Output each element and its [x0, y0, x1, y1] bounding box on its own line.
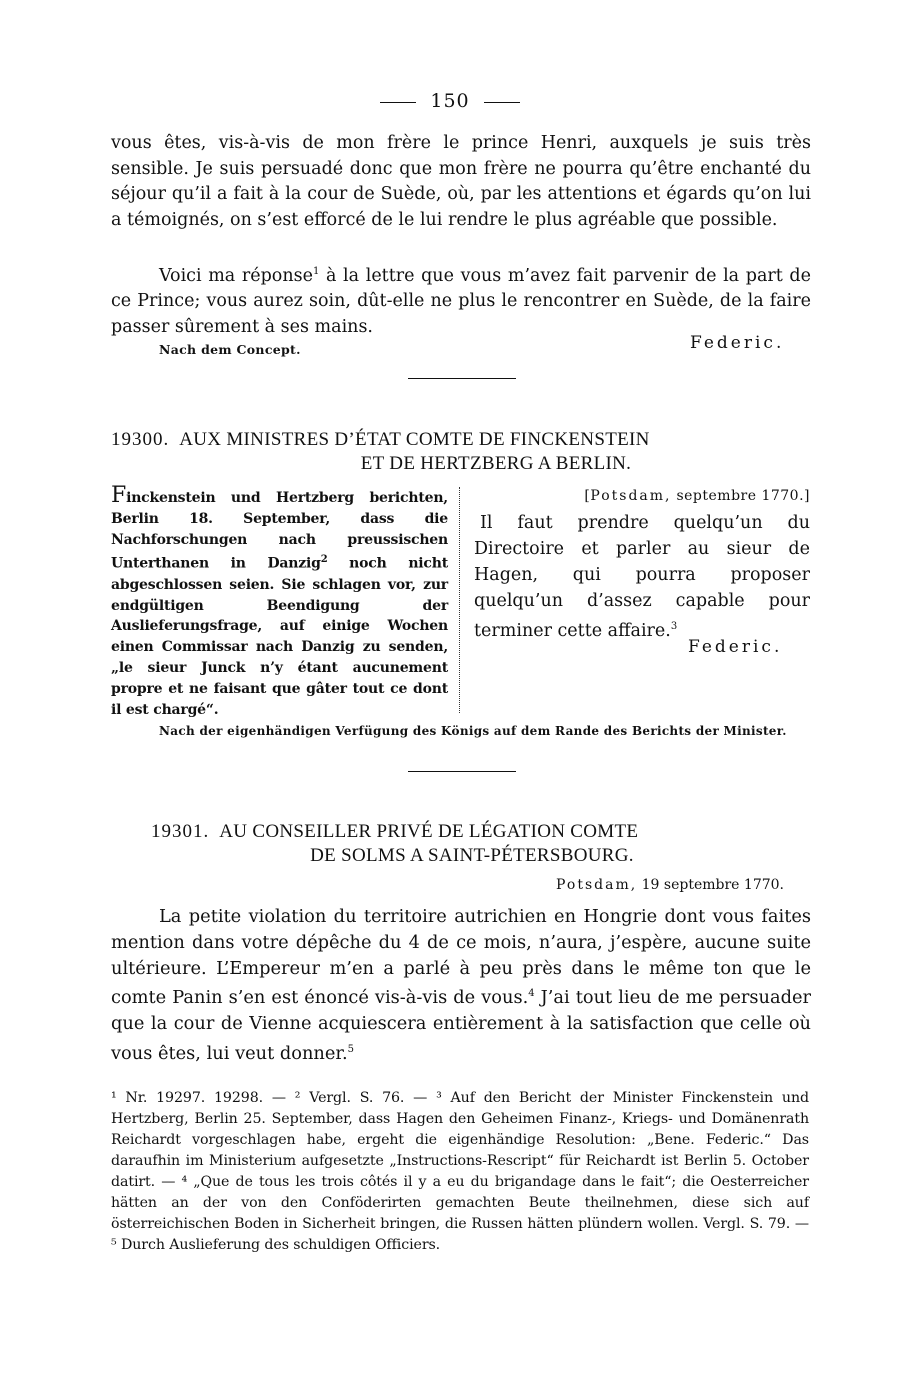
letter-19301-body-b: J’ai tout lieu de me persuader que la cour de Vienne acquiescera entièrement à la satisfaction que celle où vous êtes, lui veut donner. — [111, 987, 811, 1064]
letter-19300-heading — [111, 428, 811, 476]
letter-19301-title-line1 — [111, 820, 811, 844]
section-divider-1 — [408, 378, 516, 379]
letter-19300-drop-initial: F — [111, 483, 127, 508]
letter-19300-summary — [111, 483, 448, 720]
page-number-dash-left — [380, 102, 416, 103]
letter-19301-date: 19 septembre 1770. — [637, 877, 784, 893]
letter-19301-title-line2: DE SOLMS A SAINT-PÉTERSBOURG. — [310, 845, 634, 866]
footnote-ref-3: 3 — [670, 621, 678, 632]
letter-19300-response-body: Il faut prendre quelqu’un du Directoire et parler au sieur de Hagen, qui pourra proposer quelqu’un d’assez capable pour terminer cette affaire. — [474, 513, 810, 641]
footnote-ref-4: 4 — [528, 988, 535, 1000]
letter-19301-heading — [111, 820, 811, 868]
page-number: 150 — [430, 90, 470, 112]
footnote-ref-1: 1 — [312, 266, 320, 277]
footnote-ref-2: 2 — [320, 554, 328, 566]
letter-19301-title-1: AU CONSEILLER PRIVÉ DE LÉGATION COMTE — [219, 821, 639, 842]
footnotes: ¹ Nr. 19297. 19298. — ² Vergl. S. 76. — ³ Auf den Bericht der Minister Finckenstein und Hertzberg, Berlin 25. September, dass Hagen den Geheimen Finanz-, Kriegs- und Domänenrath Reichardt vorgeschlagen habe, ergeht die eigenhändige Resolution: „Bene. Federic.“ Das daraufhin im Ministerium aufgesetzte „Instructions-Rescript“ für Reichardt ist Berlin 5. October datirt. — ⁴ „Que de tous les trois côtés il y a eu du brigandage dans le fait“; die Oesterreicher hätten an der von den Conföderirten gemachten Beute theilnehmen, diese sich auf österreichischen Boden in Sicherheit bringen, die Russen hätten plündern wollen. Vergl. S. 79. — ⁵ Durch Auslieferung des schuldigen Officiers. — [111, 1090, 809, 1253]
letter-19300-dateline — [584, 483, 810, 509]
letter-19300-title-line2: ET DE HERTZBERG A BERLIN. — [360, 453, 632, 474]
intro-paragraph-2 — [111, 259, 811, 341]
letter-19300-source-note: Nach der eigenhändigen Verfügung des Königs auf dem Rande des Berichts der Minister. — [159, 724, 787, 738]
section-divider-2 — [408, 771, 516, 772]
dateline-bracket: [ — [584, 488, 591, 504]
intro-signature: Federic. — [690, 333, 785, 353]
letter-19300-response — [474, 483, 810, 663]
letter-19300-place: Potsdam, — [590, 488, 672, 504]
intro-paragraph-2-rest: à la lettre que vous m’avez fait parvenir de la part de ce Prince; vous aurez soin, dût-elle ne plus le rencontrer en Suède, de la faire passer sûrement à ses mains. — [111, 265, 811, 338]
letter-19301-body — [111, 904, 811, 1067]
column-divider — [459, 487, 460, 713]
page-number-line — [0, 90, 900, 112]
letter-19300-number: 19300. — [111, 429, 170, 450]
footnote-ref-5: 5 — [347, 1043, 354, 1055]
letter-19300-summary-text-a: inckenstein und Hertzberg berichten, Berlin 18. September, dass die Nachforschungen nach preussischen Unterthanen in Danzig — [111, 490, 448, 573]
letter-19301-dateline — [556, 877, 784, 893]
letter-19300-signature: Federic. — [688, 637, 783, 657]
intro-paragraph-1: vous êtes, vis-à-vis de mon frère le prince Henri, auxquels je suis très sensible. Je suis persuadé donc que mon frère ne pourra qu’être enchanté du séjour qu’il a fait à la cour de Suède, où, par les attentions et égards qu’on lui a témoignés, on s’est efforcé de le lui rendre le plus agréable que possible. — [111, 133, 811, 230]
letter-19300-summary-text-b: noch nicht abgeschlossen seien. Sie schlagen vor, zur endgültigen Beendigung der Auslieferungsfrage, auf einige Wochen einen Commissar nach Danzig zu senden, „le sieur Junck n’y étant aucunement propre et ne faisant que gâter tout ce dont il est chargé“. — [111, 556, 448, 718]
letter-19300-title-1: AUX MINISTRES D’ÉTAT COMTE DE FINCKENSTEIN — [179, 429, 650, 450]
page-number-dash-right — [484, 102, 520, 103]
intro-source-note: Nach dem Concept. — [159, 342, 301, 357]
intro-paragraph-2-start: Voici ma réponse — [159, 265, 313, 286]
letter-19301-number: 19301. — [151, 821, 210, 842]
letter-19300-title-line1 — [111, 428, 811, 452]
letter-19301-body-a: La petite violation du territoire autrichien en Hongrie dont vous faites mention dans votre dépêche du 4 de ce mois, n’aura, j’espère, aucune suite ultérieure. L’Empereur m’en a parlé à peu près dans le même ton que le comte Panin s’en est énoncé vis-à-vis de vous. — [111, 906, 811, 1009]
letter-19301-place: Potsdam, — [556, 877, 638, 893]
letter-19300-date: septembre 1770.] — [671, 488, 810, 504]
letter-19300-response-text — [474, 510, 810, 644]
